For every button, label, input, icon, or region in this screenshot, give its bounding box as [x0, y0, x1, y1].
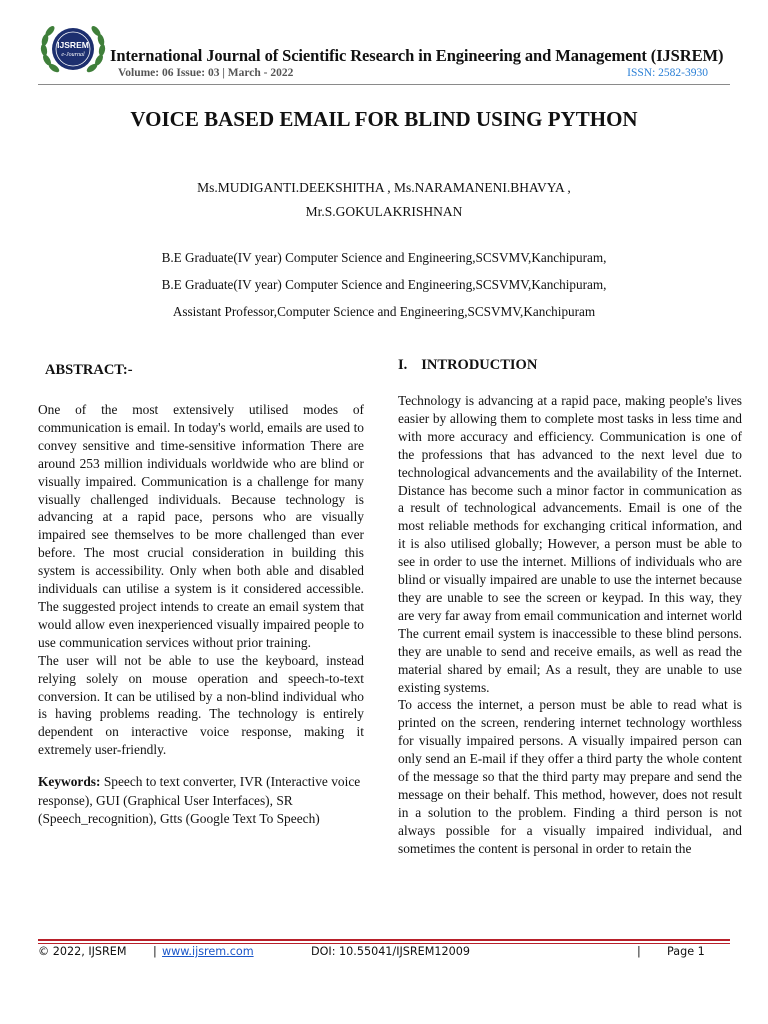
section-title: INTRODUCTION	[421, 357, 538, 373]
paper-title: VOICE BASED EMAIL FOR BLIND USING PYTHON	[130, 107, 638, 131]
affiliation: Assistant Professor,Computer Science and Engineering,SCSVMV,Kanchipuram	[172, 304, 596, 319]
keywords-text: Speech to text converter, IVR (Interactive voice response), GUI (Graphical User Interfaces), SR (Speech_recognition), Gtts (Google Text To Speech)	[38, 774, 361, 827]
journal-logo	[38, 20, 108, 82]
abstract-heading: ABSTRACT:-	[45, 362, 133, 378]
logo-text-bottom: e-Journal	[61, 52, 85, 58]
footer-divider	[38, 939, 730, 941]
keywords-label: Keywords:	[38, 774, 101, 790]
issn-number: ISSN: 2582-3930	[627, 67, 708, 79]
abstract-paragraph: The user will not be able to use the keyboard, instead relying solely on mouse operation and speech-to-text conversion. It can be utilised by a non-blind individual who is having problems reading. The technology is entirely dependent on interactive voice response, making it extremely user-friendly.	[38, 652, 364, 758]
website-link[interactable]: www.ijsrem.com	[162, 945, 254, 958]
abstract-section	[38, 362, 364, 829]
footer-website	[162, 945, 254, 958]
introduction-paragraph: Technology is advancing at a rapid pace, making people's lives easier by allowing them to complete most tasks in less time and with more accuracy and efficiency. Communication is one of the professions that has advanced to the next level due to technological advancements and the availability of the Internet. Distance has become such a minor factor in communication as a result of technological advancements. Email is one of the most reliable methods for exchanging critical information, and it is also utilised globally; However, a person must be able to see in order to use the internet. Millions of individuals who are blind or visually impaired are unable to use the internet because they are unable to see the screen or keypad. In this way, they are very far away from email communication and internet world The current email system is inaccessible to these blind persons. they are unable to send and receive emails, as well as read the material shared by email; As a result, they are unable to use existing systems.	[398, 393, 742, 695]
volume-issue: Volume: 06 Issue: 03 | March - 2022	[118, 67, 294, 79]
author-line: Mr.S.GOKULAKRISHNAN	[305, 204, 463, 219]
footer-separator: |	[637, 945, 641, 958]
introduction-paragraph: To access the internet, a person must be able to read what is printed on the screen, rendering internet technology worthless for visually impaired persons. A visually impaired person can only send an E-mail if they offer a third party the whole content of the message so that the third party may prepare and send the message on their behalf. This method, however, does not result in a solution to the problem. Finding a third person is not always possible for a visually impaired individual, and sometimes the content is personal in order to retain the	[398, 697, 742, 856]
abstract-paragraph: One of the most extensively utilised modes of communication is email. In today's world, emails are used to convey sensitive and time-sensitive information There are around 253 million individuals worldwide who are blind or visually impaired. Communication is a challenge for many visually challenged individuals. Because technology is advancing at a rapid pace, persons who are visually impaired see themselves to be more challenged than ever before. The most crucial consideration in building this system is accessibility. Only when both able and disabled individuals can utilise a system is it considered accessible. The suggested project intends to create an email system that would allow even inexperienced visually impaired people to use communication services without prior training.	[38, 402, 364, 650]
affiliation: B.E Graduate(IV year) Computer Science and Engineering,SCSVMV,Kanchipuram,	[161, 277, 607, 292]
introduction-heading	[398, 357, 742, 374]
affiliation: B.E Graduate(IV year) Computer Science and Engineering,SCSVMV,Kanchipuram,	[161, 250, 607, 265]
footer-doi: DOI: 10.55041/IJSREM12009	[311, 945, 470, 958]
logo-text-top: IJSREM	[57, 40, 89, 50]
keywords	[38, 773, 364, 829]
footer-copyright: © 2022, IJSREM	[38, 945, 127, 958]
section-number: I.	[398, 357, 408, 373]
author-block	[0, 176, 768, 224]
journal-name: International Journal of Scientific Research in Engineering and Management (IJSREM)	[110, 46, 724, 65]
footer-page-number: Page 1	[667, 945, 705, 958]
footer-divider	[38, 943, 730, 944]
header-divider	[38, 84, 730, 85]
author-line: Ms.MUDIGANTI.DEEKSHITHA , Ms.NARAMANENI.BHAVYA ,	[197, 180, 571, 195]
footer-separator: |	[153, 945, 157, 958]
introduction-section	[398, 357, 742, 858]
